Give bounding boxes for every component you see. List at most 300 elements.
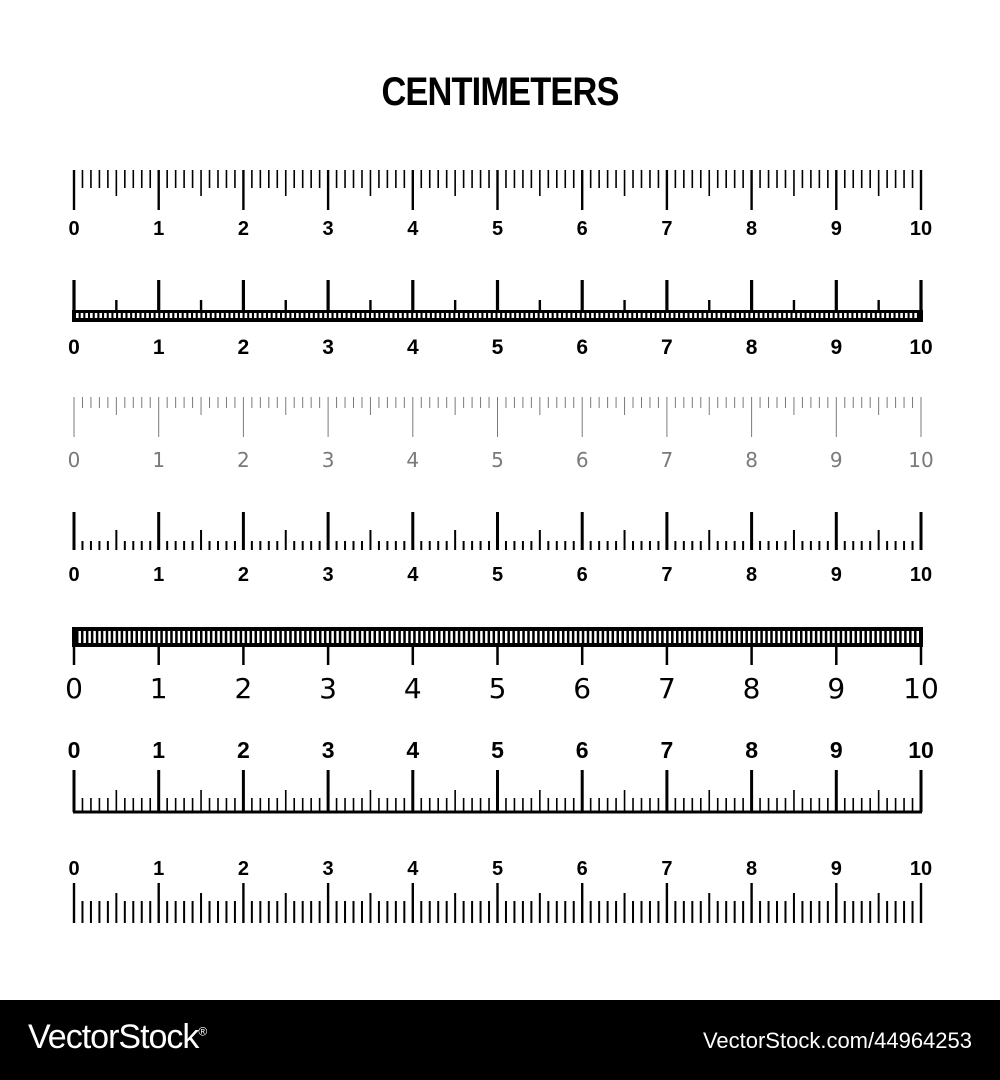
strip-bar [349, 631, 352, 643]
tick-label: 4 [406, 448, 420, 472]
tick-label: 0 [67, 737, 81, 763]
tick-label: 4 [406, 737, 420, 763]
strip-bar [547, 631, 550, 643]
bar-notch [722, 313, 725, 318]
strip-bar [696, 631, 699, 643]
strip-bar [195, 631, 198, 643]
bar-notch [657, 313, 660, 318]
bar-notch [95, 313, 98, 318]
strip-bar [701, 631, 704, 643]
tick-label: 0 [65, 672, 83, 705]
tick-label: 2 [237, 218, 249, 240]
bar-notch [839, 313, 842, 318]
bar-notch [825, 313, 828, 318]
bar-notch [736, 313, 739, 318]
tick-label: 3 [322, 218, 334, 240]
bar-notch [156, 313, 159, 318]
vectorstock-logo [28, 1018, 206, 1057]
strip-bar [641, 631, 644, 643]
bar-notch [193, 313, 196, 318]
bar-notch [694, 313, 697, 318]
strip-bar [428, 631, 431, 643]
strip-bar [512, 631, 515, 643]
strip-bar [473, 631, 476, 643]
bar-notch [755, 313, 758, 318]
strip-bar [904, 631, 907, 643]
bar-notch [793, 313, 796, 318]
bar-notch [99, 313, 102, 318]
bar-notch [296, 313, 299, 318]
strip-bar [820, 631, 823, 643]
strip-bar [299, 631, 302, 643]
bar-notch [455, 313, 458, 318]
tick-label: 2 [237, 448, 250, 472]
strip-bar [830, 631, 833, 643]
strip-bar [498, 631, 501, 643]
bar-notch [741, 313, 744, 318]
bar-notch [399, 313, 402, 318]
bar-notch [512, 313, 515, 318]
strip-bar [572, 631, 575, 643]
strip-bar [448, 631, 451, 643]
tick-label: 10 [909, 858, 933, 880]
strip-bar [190, 631, 193, 643]
strip-bar [666, 631, 669, 643]
bar-notch [549, 313, 552, 318]
bar-notch [123, 313, 126, 318]
strip-bar [121, 631, 124, 643]
bar-notch [423, 313, 426, 318]
bar-notch [198, 313, 201, 318]
strip-bar [140, 631, 143, 643]
bar-notch [366, 313, 369, 318]
tick-label: 6 [573, 672, 592, 705]
strip-bar [721, 631, 724, 643]
bar-notch [713, 313, 716, 318]
strip-bar [879, 631, 882, 643]
strip-bar [438, 631, 441, 643]
tick-label: 8 [745, 448, 758, 472]
bar-notch [165, 313, 168, 318]
tick-label: 10 [903, 672, 939, 705]
tick-label: 0 [68, 218, 80, 240]
tick-label: 7 [660, 448, 674, 472]
bar-notch [109, 313, 112, 318]
bar-notch [835, 313, 838, 318]
tick-label: 9 [830, 564, 842, 586]
bar-notch [638, 313, 641, 318]
tick-label: 1 [149, 672, 168, 705]
strip-bar [274, 631, 277, 643]
bar-notch [273, 313, 276, 318]
strip-bar [636, 631, 639, 643]
bar-notch [783, 313, 786, 318]
strip-bar [76, 631, 79, 643]
bar-notch [324, 313, 327, 318]
bar-notch [853, 313, 856, 318]
strip-bar [770, 631, 773, 643]
bar-notch [137, 313, 140, 318]
strip-bar [364, 631, 367, 643]
tick-label: 7 [661, 336, 673, 359]
bar-notch [779, 313, 782, 318]
strip-bar [245, 631, 248, 643]
strip-bar [185, 631, 188, 643]
footer-bar [0, 1000, 1000, 1080]
bar-notch [371, 313, 374, 318]
tick-label: 5 [491, 858, 504, 880]
strip-bar [205, 631, 208, 643]
strip-bar [304, 631, 307, 643]
bar-notch [558, 313, 561, 318]
bar-notch [516, 313, 519, 318]
bar-notch [666, 313, 669, 318]
strip-bar [160, 631, 163, 643]
bar-notch [427, 313, 430, 318]
strip-bar [165, 631, 168, 643]
bar-notch [174, 313, 177, 318]
strip-bar [785, 631, 788, 643]
strip-bar [210, 631, 213, 643]
strip-bar [111, 631, 114, 643]
bar-notch [151, 313, 154, 318]
tick-label: 9 [830, 218, 842, 240]
bar-notch [521, 313, 524, 318]
strip-bar [369, 631, 372, 643]
strip-bar [329, 631, 332, 643]
bar-notch [605, 313, 608, 318]
tick-label: 9 [830, 336, 843, 359]
bar-notch [394, 313, 397, 318]
strip-bar [562, 631, 565, 643]
strip-bar [294, 631, 297, 643]
bar-notch [226, 313, 229, 318]
tick-label: 6 [576, 336, 589, 359]
tick-label: 10 [909, 218, 933, 240]
strip-bar [716, 631, 719, 643]
strip-bar [150, 631, 153, 643]
bar-notch [596, 313, 599, 318]
bar-notch [188, 313, 191, 318]
strip-bar [235, 631, 238, 643]
bar-notch [507, 313, 510, 318]
bar-notch [498, 313, 501, 318]
strip-bar [835, 631, 838, 643]
strip-bar [671, 631, 674, 643]
strip-bar [126, 631, 128, 643]
bar-notch [690, 313, 693, 318]
bar-notch [750, 313, 753, 318]
bar-notch [380, 313, 383, 318]
bar-notch [202, 313, 205, 318]
bar-notch [591, 313, 594, 318]
bar-notch [633, 313, 636, 318]
strip-bar [413, 631, 416, 643]
tick-label: 6 [575, 448, 589, 472]
bar-notch [807, 313, 810, 318]
strip-bar [592, 631, 595, 643]
tick-label: 3 [322, 336, 334, 359]
bar-notch [310, 313, 313, 318]
strip-bar [453, 631, 456, 643]
bar-notch [465, 313, 468, 318]
bar-notch [858, 313, 861, 318]
strip-bar [602, 631, 605, 643]
strip-bar [145, 631, 148, 643]
bar-notch [184, 313, 187, 318]
tick-label: 10 [909, 336, 933, 359]
tick-label: 8 [746, 564, 758, 586]
bar-notch [900, 313, 903, 318]
bar-notch [441, 313, 444, 318]
strip-bar [393, 631, 396, 643]
strip-bar [914, 631, 917, 643]
bar-notch [615, 313, 618, 318]
bar-notch [76, 313, 79, 318]
bar-notch [432, 313, 435, 318]
strip-bar [378, 631, 381, 643]
tick-label: 0 [68, 564, 80, 586]
bar-notch [146, 313, 149, 318]
strip-bar [269, 631, 272, 643]
bar-notch [811, 313, 814, 318]
strip-bar [324, 631, 327, 643]
strip-bar [845, 631, 848, 643]
strip-bar [646, 631, 649, 643]
strip-bar [314, 631, 317, 643]
strip-bar [264, 631, 267, 643]
strip-bar [403, 631, 406, 643]
bar-notch [568, 313, 571, 318]
tick-label: 7 [661, 858, 673, 880]
strip-bar [458, 631, 461, 643]
tick-label: 2 [237, 737, 250, 763]
strip-bar [339, 631, 342, 643]
bar-notch [90, 313, 93, 318]
tick-label: 5 [491, 336, 504, 359]
strip-bar [398, 631, 401, 643]
bar-notch [179, 313, 182, 318]
tick-label: 10 [908, 448, 934, 472]
strip-bar [180, 631, 183, 643]
image-id-text: VectorStock.com/44964253 [702, 1028, 972, 1053]
bar-notch [863, 313, 866, 318]
strip-bar [309, 631, 312, 643]
tick-label: 3 [322, 858, 334, 880]
bar-notch [85, 313, 88, 318]
strip-bar [259, 631, 262, 643]
bar-notch [844, 313, 847, 318]
tick-label: 9 [829, 448, 843, 472]
strip-bar [850, 631, 853, 643]
bar-notch [896, 313, 899, 318]
bar-notch [343, 313, 346, 318]
bar-notch [554, 313, 557, 318]
bar-notch [385, 313, 388, 318]
bar-notch [469, 313, 472, 318]
strip-bar [319, 631, 322, 643]
bar-notch [357, 313, 360, 318]
ruler-2 [68, 280, 933, 359]
tick-label: 9 [827, 672, 846, 705]
strip-bar [825, 631, 828, 643]
bar-notch [797, 313, 800, 318]
strip-bar [170, 631, 173, 643]
bar-notch [572, 313, 575, 318]
strip-bar [790, 631, 793, 643]
strip-bar [131, 631, 134, 643]
tick-label: 5 [491, 218, 504, 240]
strip-bar [859, 631, 862, 643]
bar-notch [718, 313, 721, 318]
strip-bar [537, 631, 540, 643]
bar-notch [877, 313, 880, 318]
tick-label: 2 [234, 672, 253, 705]
tick-label: 7 [661, 564, 673, 586]
tick-label: 8 [745, 737, 758, 763]
strip-bar [388, 631, 391, 643]
tick-label: 0 [67, 448, 81, 472]
tick-label: 4 [406, 336, 419, 359]
bar-notch [526, 313, 529, 318]
bar-notch [652, 313, 655, 318]
bar-notch [802, 313, 805, 318]
strip-bar [423, 631, 426, 643]
bar-notch [142, 313, 145, 318]
tick-label: 3 [322, 564, 334, 586]
strip-bar [577, 631, 580, 643]
strip-bar [909, 631, 912, 643]
bar-notch [769, 313, 772, 318]
bar-notch [610, 313, 613, 318]
tick-label: 2 [237, 564, 249, 586]
strip-bar [507, 631, 510, 643]
bar-notch [104, 313, 107, 318]
bar-notch [128, 313, 131, 318]
bar-notch [535, 313, 538, 318]
bar-notch [259, 313, 262, 318]
strip-bar [220, 631, 223, 643]
strip-bar [359, 631, 362, 643]
strip-bar [374, 631, 377, 643]
strip-bar [731, 631, 734, 643]
strip-bar [250, 631, 253, 643]
bar-notch [544, 313, 547, 318]
bar-notch [816, 313, 819, 318]
strip-bar [656, 631, 659, 643]
bar-notch [437, 313, 440, 318]
tick-label: 1 [153, 218, 165, 240]
strip-bar [587, 631, 590, 643]
tick-label: 5 [491, 737, 504, 763]
strip-bar [96, 631, 99, 643]
bar-notch [891, 313, 894, 318]
tick-label: 7 [661, 218, 673, 240]
bar-notch [830, 313, 833, 318]
strip-bar [775, 631, 778, 643]
strip-bar [106, 631, 109, 643]
strip-bar [582, 631, 585, 643]
bar-notch [245, 313, 248, 318]
bar-notch [113, 313, 116, 318]
strip-bar [468, 631, 471, 643]
bar-notch [362, 313, 365, 318]
strip-bar [631, 631, 634, 643]
strip-bar [81, 631, 84, 643]
strip-bar [230, 631, 233, 643]
strip-bar [493, 631, 496, 643]
bar-notch [540, 313, 543, 318]
strip-bar [795, 631, 798, 643]
bar-notch [305, 313, 308, 318]
strip-bar [567, 631, 570, 643]
strip-bar [418, 631, 421, 643]
strip-bar [279, 631, 282, 643]
strip-bar [443, 631, 446, 643]
tick-label: 8 [746, 858, 758, 880]
strip-bar [686, 631, 689, 643]
tick-label: 4 [407, 564, 419, 586]
bar-notch [905, 313, 908, 318]
bar-notch [160, 313, 163, 318]
bar-notch [231, 313, 234, 318]
tick-label: 1 [152, 737, 166, 763]
strip-bar [488, 631, 491, 643]
bar-notch [680, 313, 683, 318]
bar-notch [760, 313, 763, 318]
strip-bar [745, 631, 748, 643]
bar-notch [746, 313, 749, 318]
strip-bar [612, 631, 615, 643]
strip-bar [740, 631, 743, 643]
strip-bar [200, 631, 203, 643]
bar-notch [502, 313, 505, 318]
tick-label: 0 [68, 336, 80, 359]
strip-bar [542, 631, 545, 643]
bar-notch [404, 313, 407, 318]
bar-notch [235, 313, 238, 318]
tick-label: 6 [576, 858, 588, 880]
strip-bar [711, 631, 714, 643]
strip-bar [433, 631, 436, 643]
bar-notch [582, 313, 585, 318]
bar-notch [446, 313, 449, 318]
bar-notch [643, 313, 646, 318]
strip-bar [874, 631, 877, 643]
bar-notch [474, 313, 477, 318]
trademark-symbol: ® [198, 1024, 207, 1039]
strip-bar [800, 631, 803, 643]
strip-bar [651, 631, 654, 643]
bar-notch [821, 313, 824, 318]
strip-bar [408, 631, 411, 643]
bar-notch [914, 313, 917, 318]
strip-bar [225, 631, 228, 643]
strip-bar [805, 631, 808, 643]
tick-label: 6 [576, 218, 588, 240]
tick-label: 1 [152, 336, 165, 359]
strip-bar [661, 631, 664, 643]
strip-bar [736, 631, 739, 643]
bar-notch [647, 313, 650, 318]
bar-notch [788, 313, 791, 318]
bar-notch [254, 313, 257, 318]
bar-notch [619, 313, 622, 318]
bar-notch [675, 313, 678, 318]
ruler-3 [68, 397, 934, 472]
tick-label: 8 [742, 672, 761, 705]
tick-label: 7 [660, 737, 674, 763]
